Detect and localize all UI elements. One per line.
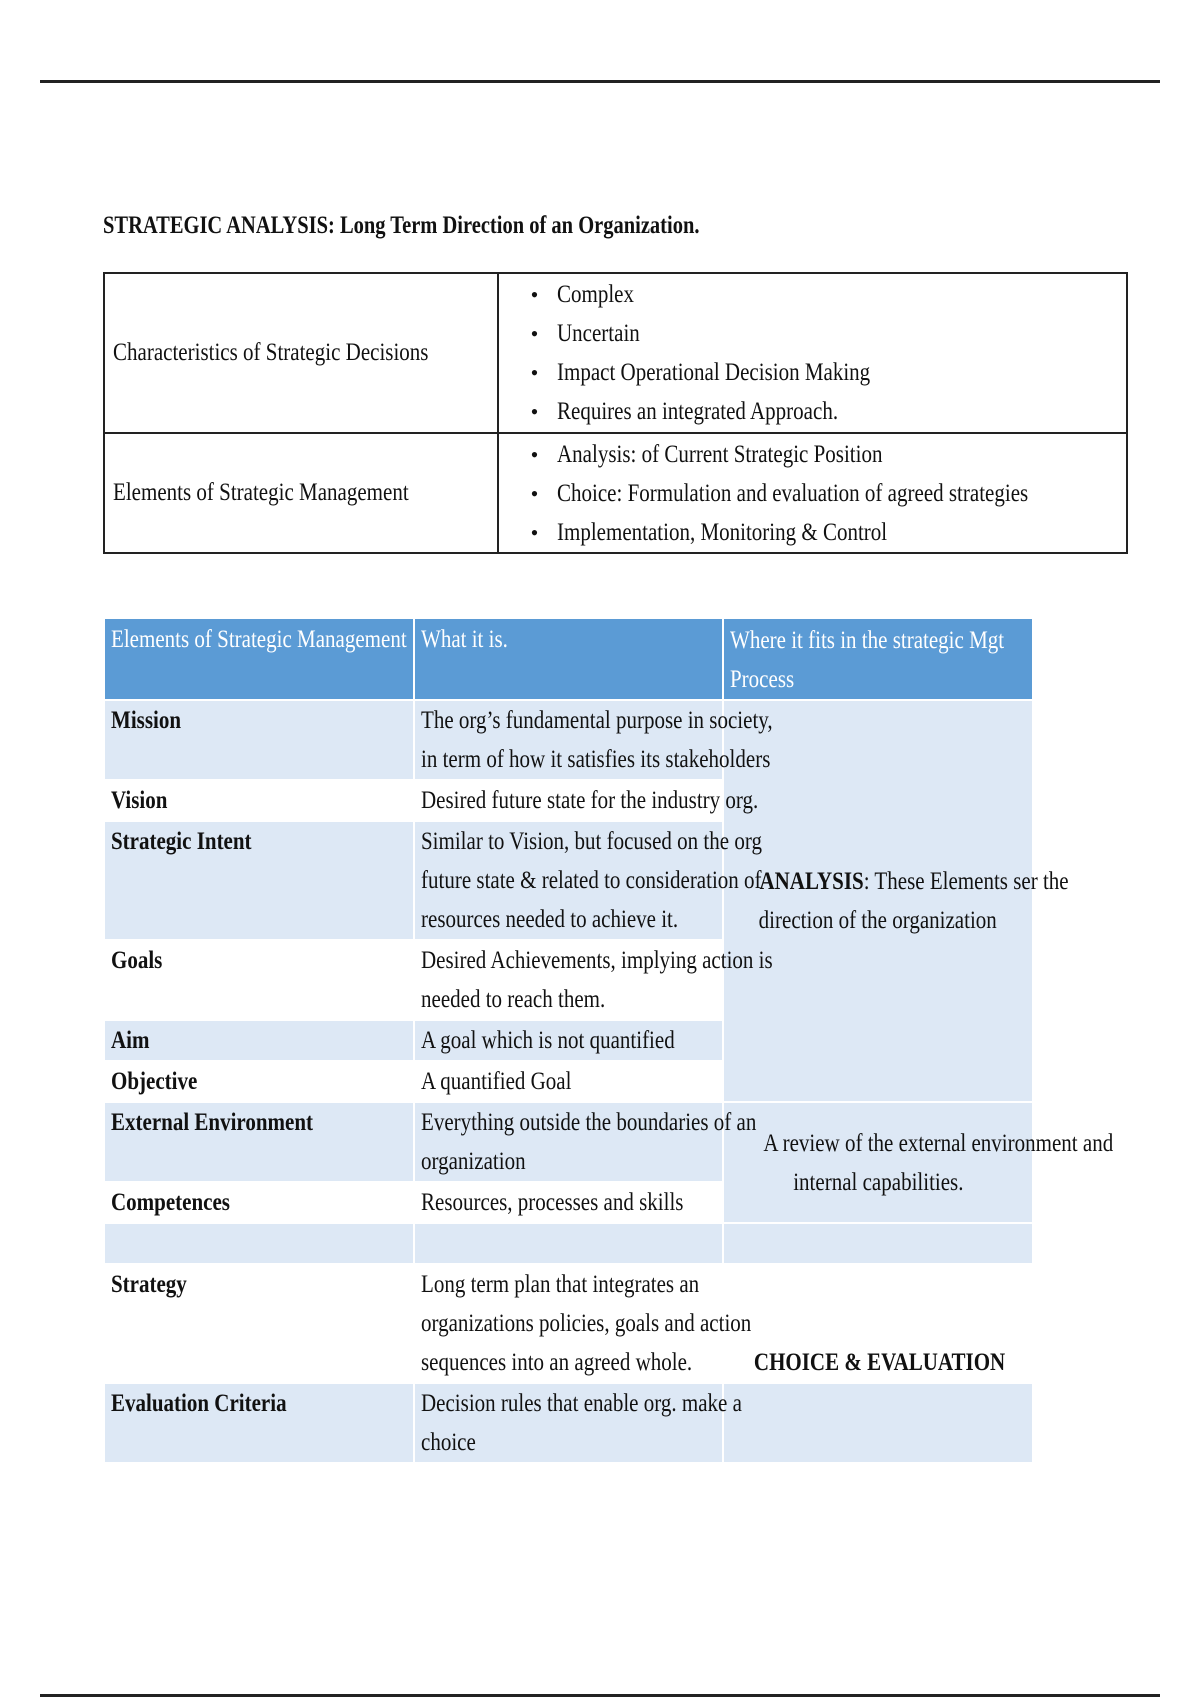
element-desc: Desired future state for the industry org.	[414, 780, 723, 821]
top-rule	[40, 80, 1160, 83]
element-desc: Desired Achievements, implying action is needed to reach them.	[414, 940, 723, 1020]
bullet-list	[507, 275, 1118, 431]
table-row	[104, 1102, 1033, 1182]
element-desc: A quantified Goal	[414, 1061, 723, 1102]
element-desc: Resources, processes and skills	[414, 1182, 723, 1223]
choice-cell: CHOICE & EVALUATION	[723, 1264, 1033, 1383]
row-label: Characteristics of Strategic Decisions	[104, 273, 498, 433]
bullet-cell	[498, 273, 1127, 433]
review-cell: A review of the external environment and internal capabilities.	[723, 1102, 1033, 1223]
elements-table	[103, 617, 1114, 1464]
list-item: • Impact Operational Decision Making	[530, 359, 870, 386]
element-desc: The org’s fundamental purpose in society, in term of how it satisfies its stakeholders	[414, 700, 723, 780]
choice-cell-tail	[723, 1383, 1033, 1463]
row-label: Elements of Strategic Management	[104, 433, 498, 553]
element-name: Competences	[104, 1182, 414, 1223]
page-heading: STRATEGIC ANALYSIS: Long Term Direction of an Organization.	[103, 212, 700, 239]
analysis-cell: ANALYSIS: These Elements ser the direction of the organization	[723, 700, 1033, 1102]
element-desc: Decision rules that enable org. make a choice	[414, 1383, 723, 1463]
characteristics-table	[103, 272, 1128, 554]
element-desc: Similar to Vision, but focused on the org future state & related to consideration of resources needed to achieve it.	[414, 821, 723, 940]
list-item: • Implementation, Monitoring & Control	[530, 518, 887, 546]
element-name	[104, 1223, 414, 1264]
element-name: Vision	[104, 780, 414, 821]
element-desc: Long term plan that integrates an organizations policies, goals and action sequences into an agreed whole.	[414, 1264, 723, 1383]
bullet-cell	[498, 433, 1127, 553]
element-name: Objective	[104, 1061, 414, 1102]
list-item: • Complex	[530, 281, 634, 308]
list-item: • Uncertain	[530, 320, 640, 347]
list-item: • Analysis: of Current Strategic Position	[530, 440, 883, 468]
blank-fit-cell	[723, 1223, 1033, 1264]
element-name: Mission	[104, 700, 414, 780]
table-row	[104, 700, 1033, 780]
table-row	[104, 1264, 1033, 1383]
table-row	[104, 1383, 1033, 1463]
element-name: Evaluation Criteria	[104, 1383, 414, 1463]
element-desc	[414, 1223, 723, 1264]
element-name: Strategy	[104, 1264, 414, 1383]
bullet-list	[507, 435, 1118, 552]
element-desc: A goal which is not quantified	[414, 1020, 723, 1061]
table-row	[104, 433, 1127, 553]
table-row	[104, 273, 1127, 433]
table-row	[104, 1223, 1033, 1264]
list-item: • Choice: Formulation and evaluation of agreed strategies	[530, 479, 1028, 507]
list-item: • Requires an integrated Approach.	[530, 398, 838, 425]
header-where: Where it fits in the strategic Mgt Process	[723, 618, 1033, 700]
element-desc: Everything outside the boundaries of an organization	[414, 1102, 723, 1182]
element-name: External Environment	[104, 1102, 414, 1182]
element-name: Strategic Intent	[104, 821, 414, 940]
element-name: Goals	[104, 940, 414, 1020]
header-elements: Elements of Strategic Management	[104, 618, 414, 700]
element-name: Aim	[104, 1020, 414, 1061]
bottom-rule	[40, 1694, 1160, 1697]
header-row	[104, 618, 1033, 700]
header-what: What it is.	[414, 618, 723, 700]
